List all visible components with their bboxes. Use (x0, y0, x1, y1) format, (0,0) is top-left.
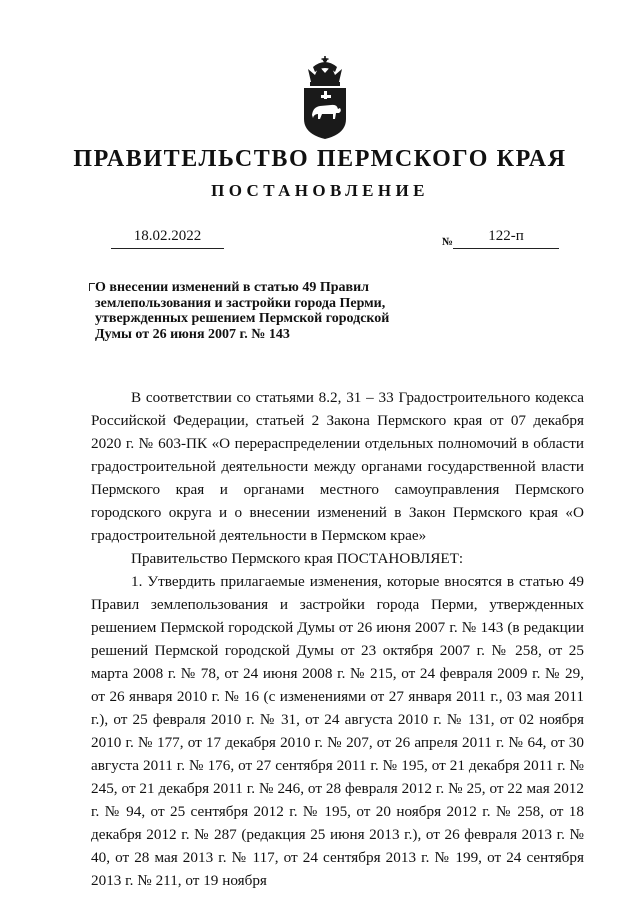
document-subject: О внесении изменений в статью 49 Правил землепользования и застройки города Перми, утвержденных решением Пермской городской Думы от 26 июня 2007 г. № 143 (95, 280, 390, 342)
government-title: ПРАВИТЕЛЬСТВО ПЕРМСКОГО КРАЯ (73, 146, 567, 172)
document-type: ПОСТАНОВЛЕНИЕ (211, 181, 429, 200)
resolution-paragraph: Правительство Пермского края ПОСТАНОВЛЯЕТ: (131, 550, 464, 567)
coat-of-arms-emblem (300, 55, 350, 140)
document-body (91, 386, 584, 892)
clause-1-paragraph: 1. Утвердить прилагаемые изменения, которые вносятся в статью 49 Правил землепользования и застройки города Перми, утвержденных решением Пермской городской Думы от 26 июня 2007 г. № 143 (в редакции решений Пермской городской Думы от 23 октября 2007 г. № 258, от 25 марта 2008 г. № 78, от 24 июня 2008 г. № 215, от 24 февраля 2009 г. № 29, от 26 января 2010 г. № 16 (с изменениями от 27 января 2011 г., 03 мая 2011 г.), от 25 февраля 2010 г. № 31, от 24 августа 2010 г. № 131, от 02 ноября 2010 г. № 177, от 17 декабря 2010 г. № 207, от 26 апреля 2011 г. № 64, от 30 августа 2011 г. № 176, от 27 сентября 2011 г. № 195, от 21 декабря 2011 г. № 245, от 21 декабря 2011 г. № 246, от 28 февраля 2012 г. № 25, от 22 мая 2012 г. № 94, от 25 сентября 2012 г. № 195, от 20 ноября 2012 г. № 258, от 18 декабря 2012 г. № 287 (редакция 25 июня 2013 г.), от 26 февраля 2013 г. № 40, от 28 мая 2013 г. № 117, от 24 сентября 2013 г. № 199, от 24 сентября 2013 г. № 211, от 19 ноября (91, 573, 584, 889)
document-number: 122-п (453, 228, 559, 249)
number-sign: № (442, 236, 454, 248)
preamble-paragraph: В соответствии со статьями 8.2, 31 – 33 Градостроительного кодекса Российской Федерации, статьей 2 Закона Пермского края от 07 декабря 2020 г. № 603-ПК «О перераспределении отдельных полномочий в области градостроительной деятельности между органами государственной власти Пермского края и органами местного самоуправления Пермского городского округа и о внесении изменений в Закон Пермского края «О градостроительной деятельности в Пермском крае» (91, 389, 584, 544)
document-date: 18.02.2022 (111, 228, 224, 249)
